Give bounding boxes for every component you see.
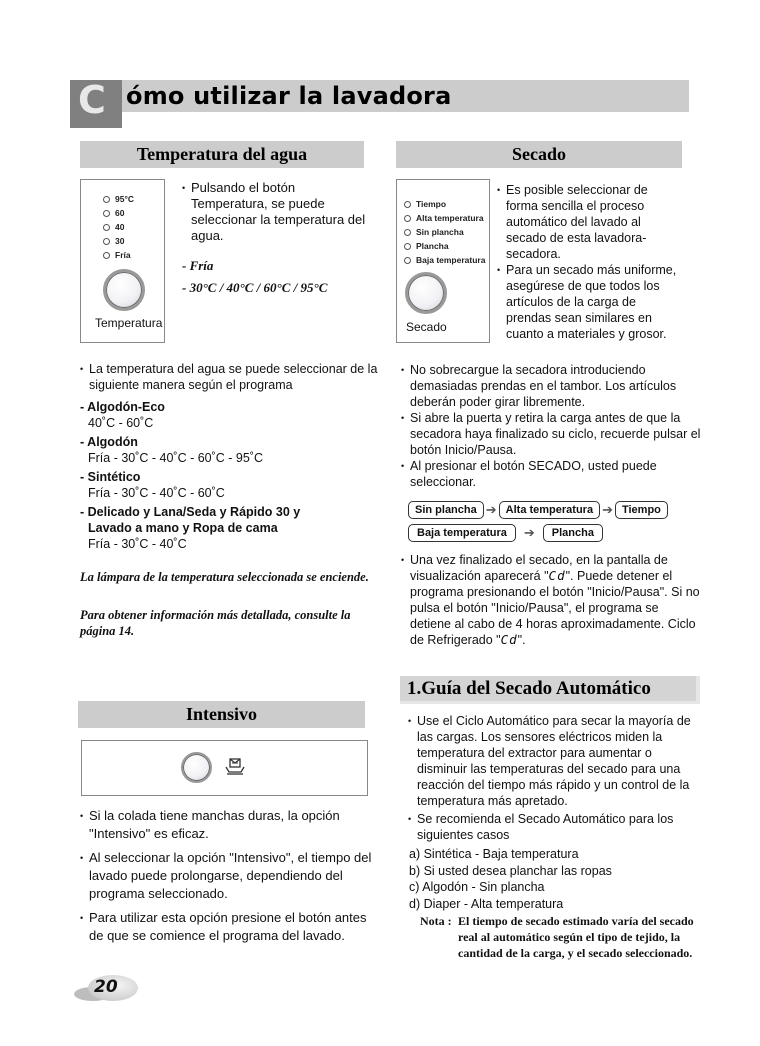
secado-indicator: Alta temperatura (404, 213, 484, 223)
led-icon (404, 201, 411, 208)
arrow-icon: ➔ (602, 502, 613, 517)
note-text: El tiempo de secado estimado varía del secado real al automático según el tipo de tejido, la cantidad de la carga, y el secado seleccionado. (458, 914, 694, 960)
mode-chip-tiempo: Tiempo (615, 501, 668, 519)
intensive-wash-icon (223, 756, 247, 778)
temp-option-fria: - Fría (182, 258, 214, 273)
temp-option-list: - 30°C / 40°C / 60°C / 95°C (182, 280, 328, 295)
program-temps: Fría - 30˚C - 40˚C (88, 537, 187, 551)
mode-chip-sin-plancha: Sin plancha (408, 501, 484, 519)
mode-chip-alta-temperatura: Alta temperatura (499, 501, 600, 519)
case-item: c) Algodón - Sin plancha (409, 880, 545, 894)
note-label: Nota : (420, 914, 452, 928)
secado-sequence-row-2 (408, 524, 603, 542)
display-code: Cd (548, 568, 566, 583)
guia-cases (409, 846, 705, 912)
led-icon (103, 238, 110, 245)
secado-bullets: • No sobrecargue la secadora introduciendo demasiadas prendas en el tambor. Los artículos deberán poder girar libremente. • Si abre la puerta y retira la carga antes de que la secadora haya finalizado su ciclo, recuerde pulsar el botón Inicio/Pausa. • Al presionar el botón SECADO, usted puede seleccionar. (401, 362, 701, 490)
title-initial-block (70, 80, 122, 128)
display-code: Cd (500, 632, 518, 647)
led-icon (103, 196, 110, 203)
section-heading-intensivo: Intensivo (78, 701, 365, 728)
temp-note-page-ref: Para obtener información más detallada, consulte la página 14. (80, 608, 351, 638)
case-item: b) Si usted desea planchar las ropas (409, 863, 612, 878)
program-intro: • La temperatura del agua se puede seleccionar de la siguiente manera según el programa (80, 361, 380, 393)
intensivo-panel (81, 740, 368, 796)
secado-indicator: Plancha (404, 241, 449, 251)
temp-indicator: 30 (103, 236, 124, 246)
mode-chip-plancha: Plancha (543, 524, 603, 542)
led-icon (103, 252, 110, 259)
temp-indicator: Fría (103, 250, 131, 260)
led-icon (404, 243, 411, 250)
mode-chip-baja-temperatura: Baja temperatura (408, 524, 516, 542)
section-heading-guia: 1.Guía del Secado Automático (400, 676, 700, 704)
temp-indicator: 60 (103, 208, 124, 218)
case-item: a) Sintética - Baja temperatura (409, 847, 579, 861)
page-title: ómo utilizar la lavadora (126, 82, 452, 110)
intensivo-bullets: • Si la colada tiene manchas duras, la opción "Intensivo" es eficaz. • Al seleccionar la opción "Intensivo", el tiempo del lavado puede prolongarse, dependiendo del programa seleccionado. • Para utilizar esta opción presione el botón antes de que se comience el programa del lavado. (80, 807, 380, 945)
page-number: 20 (94, 977, 118, 997)
program-name: - Delicado y Lana/Seda y Rápido 30 y Lavado a mano y Ropa de cama (80, 505, 301, 535)
arrow-icon: ➔ (485, 502, 497, 517)
page-number-badge (74, 975, 130, 1003)
arrow-icon: ➔ (523, 525, 535, 540)
temp-indicator: 95°C (103, 194, 134, 204)
guia-bullets: • Use el Ciclo Automático para secar la mayoría de las cargas. Los sensores eléctricos miden la temperatura del extractor para aumentar o disminuir las temperaturas del secado para una reacción del tiempo más rápido y un control de la temperatura más apretado. • Se recomienda el Secado Automático para los siguientes casos (408, 713, 704, 843)
program-temps: Fría - 30˚C - 40˚C - 60˚C (88, 486, 225, 500)
program-name: - Algodón-Eco (80, 400, 165, 414)
secado-knob[interactable] (405, 272, 447, 314)
program-name: - Algodón (80, 435, 138, 449)
secado-indicator: Baja temperatura (404, 255, 485, 265)
program-list (80, 399, 380, 552)
temperature-knob[interactable] (103, 269, 145, 311)
program-temps: 40˚C - 60˚C (88, 416, 154, 430)
program-name: - Sintético (80, 470, 141, 484)
led-icon (404, 229, 411, 236)
secado-indicator: Tiempo (404, 199, 446, 209)
section-heading-temperatura: Temperatura del agua (80, 141, 364, 168)
secado-indicator: Sin plancha (404, 227, 464, 237)
led-icon (103, 210, 110, 217)
temperature-knob-label: Temperatura (95, 316, 163, 330)
case-item: d) Diaper - Alta temperatura (409, 896, 564, 911)
secado-end-info: • Una vez finalizado el secado, en la pantalla de visualización aparecerá "Cd". Puede detener el programa presionando el botón "Inicio/Pausa". Si no pulsa el botón "Inicio/Pausa", el programa se detiene al cabo de 4 horas aproximadamente. Ciclo de Refrigerado "Cd". (401, 552, 701, 648)
secado-sequence-row-1 (408, 501, 668, 519)
section-heading-secado: Secado (396, 141, 682, 168)
temp-note-lamp: La lámpara de la temperatura seleccionada se enciende. (80, 570, 369, 584)
secado-knob-label: Secado (406, 320, 447, 334)
temp-indicator: 40 (103, 222, 124, 232)
temperature-panel (80, 179, 165, 343)
led-icon (404, 215, 411, 222)
secado-panel (396, 179, 490, 343)
secado-bullets-top: • Es posible seleccionar de forma sencilla el proceso automático del lavado al secado de esta lavadora-secadora. • Para un secado más uniforme, asegúrese de que todos los artículos de la carga de prendas sean similares en cuanto a materiales y grosor. (497, 182, 677, 342)
title-initial: C (78, 78, 106, 122)
intensivo-knob[interactable] (181, 752, 212, 783)
program-temps: Fría - 30˚C - 40˚C - 60˚C - 95˚C (88, 451, 264, 465)
temperature-intro: • Pulsando el botón Temperatura, se puede seleccionar la temperatura del agua. (182, 180, 367, 244)
led-icon (404, 257, 411, 264)
led-icon (103, 224, 110, 231)
